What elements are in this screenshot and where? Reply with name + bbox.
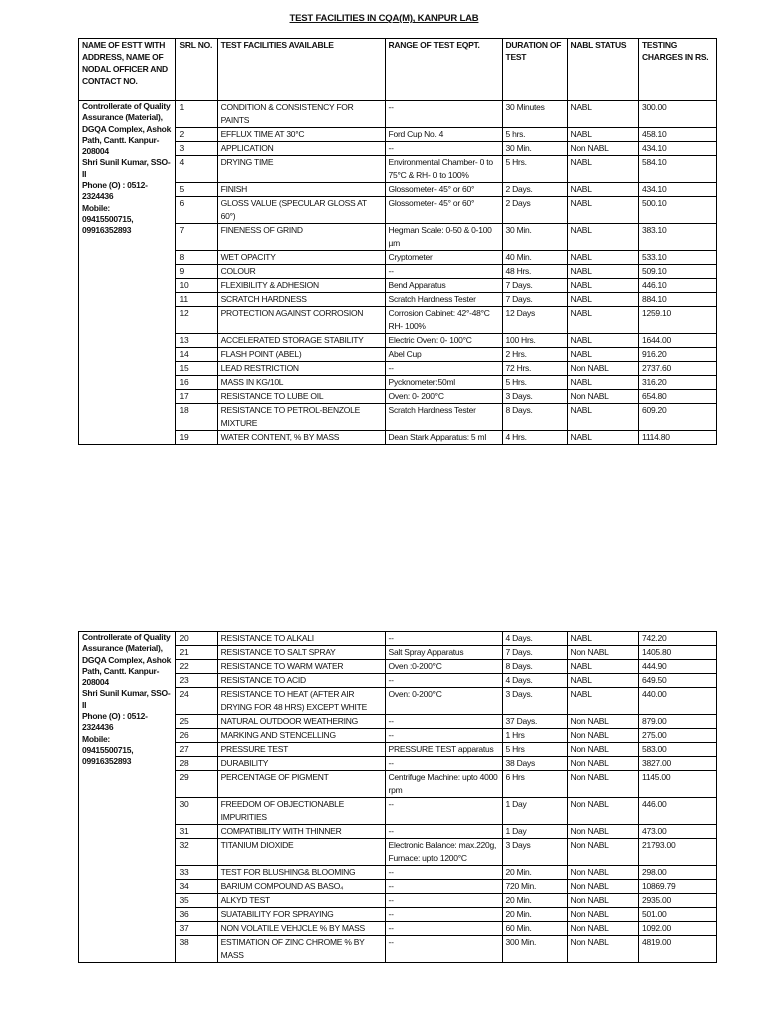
nabl-status-cell: NABL [567, 128, 638, 142]
charges-cell: 1114.80 [638, 431, 716, 445]
facility-cell: RESISTANCE TO ACID [217, 674, 385, 688]
header-duration: DURATION OF TEST [502, 39, 567, 101]
contact-phone: Phone (O) : 0512-2324436 [82, 180, 148, 202]
charges-cell: 446.00 [638, 798, 716, 825]
duration-cell: 1 Day [502, 825, 567, 839]
duration-cell: 7 Days. [502, 279, 567, 293]
nabl-status-cell: NABL [567, 224, 638, 251]
charges-cell: 440.00 [638, 688, 716, 715]
range-cell: -- [385, 825, 502, 839]
header-srl: SRL NO. [176, 39, 217, 101]
srl-cell: 10 [176, 279, 217, 293]
charges-cell: 3827.00 [638, 757, 716, 771]
charges-cell: 383.10 [638, 224, 716, 251]
duration-cell: 12 Days [502, 307, 567, 334]
charges-cell: 2935.00 [638, 894, 716, 908]
charges-cell: 316.20 [638, 376, 716, 390]
range-cell: -- [385, 715, 502, 729]
range-cell: Hegman Scale: 0-50 & 0-100 µm [385, 224, 502, 251]
facility-cell: FREEDOM OF OBJECTIONABLE IMPURITIES [217, 798, 385, 825]
establishment-name: Controllerate of Quality Assurance (Material), DGQA Complex, Ashok Path, Cantt. Kanpur-208004 [82, 101, 172, 157]
range-cell: Bend Apparatus [385, 279, 502, 293]
srl-cell: 25 [176, 715, 217, 729]
range-cell: -- [385, 362, 502, 376]
duration-cell: 8 Days. [502, 660, 567, 674]
srl-cell: 36 [176, 908, 217, 922]
charges-cell: 879.00 [638, 715, 716, 729]
nabl-status-cell: Non NABL [567, 142, 638, 156]
range-cell: Glossometer- 45° or 60° [385, 183, 502, 197]
test-facilities-table-1 [78, 38, 717, 445]
nabl-status-cell: Non NABL [567, 936, 638, 963]
contact-mobile-label: Mobile: [82, 202, 110, 213]
srl-cell: 33 [176, 866, 217, 880]
nabl-status-cell: NABL [567, 307, 638, 334]
duration-cell: 5 Hrs. [502, 376, 567, 390]
nabl-status-cell: NABL [567, 404, 638, 431]
charges-cell: 500.10 [638, 197, 716, 224]
facility-cell: DURABILITY [217, 757, 385, 771]
duration-cell: 30 Minutes [502, 101, 567, 128]
facility-cell: RESISTANCE TO LUBE OIL [217, 390, 385, 404]
nabl-status-cell: Non NABL [567, 390, 638, 404]
facility-cell: ESTIMATION OF ZINC CHROME % BY MASS [217, 936, 385, 963]
srl-cell: 6 [176, 197, 217, 224]
range-cell: Electric Oven: 0- 100°C [385, 334, 502, 348]
facility-cell: SCRATCH HARDNESS [217, 293, 385, 307]
srl-cell: 30 [176, 798, 217, 825]
range-cell: Scratch Hardness Tester [385, 293, 502, 307]
srl-cell: 29 [176, 771, 217, 798]
range-cell: Electronic Balance: max.220g, Furnace: upto 1200°C [385, 839, 502, 866]
establishment-name: Controllerate of Quality Assurance (Material), DGQA Complex, Ashok Path, Cantt. Kanpur-208004 [82, 632, 172, 688]
charges-cell: 298.00 [638, 866, 716, 880]
duration-cell: 40 Min. [502, 251, 567, 265]
nodal-officer: Shri Sunil Kumar, SSO-II [82, 688, 171, 710]
nabl-status-cell: Non NABL [567, 757, 638, 771]
facility-cell: SUATABILITY FOR SPRAYING [217, 908, 385, 922]
facility-cell: NON VOLATILE VEHJCLE % BY MASS [217, 922, 385, 936]
header-range: RANGE OF TEST EQPT. [385, 39, 502, 101]
srl-cell: 9 [176, 265, 217, 279]
srl-cell: 8 [176, 251, 217, 265]
duration-cell: 60 Min. [502, 922, 567, 936]
nabl-status-cell: Non NABL [567, 646, 638, 660]
charges-cell: 584.10 [638, 156, 716, 183]
duration-cell: 20 Min. [502, 866, 567, 880]
range-cell: -- [385, 866, 502, 880]
range-cell: Oven :0-200°C [385, 660, 502, 674]
charges-cell: 4819.00 [638, 936, 716, 963]
duration-cell: 6 Hrs [502, 771, 567, 798]
range-cell: Pycknometer:50ml [385, 376, 502, 390]
facility-cell: GLOSS VALUE (SPECULAR GLOSS AT 60°) [217, 197, 385, 224]
srl-cell: 38 [176, 936, 217, 963]
facility-cell: LEAD RESTRICTION [217, 362, 385, 376]
charges-cell: 10869.79 [638, 880, 716, 894]
duration-cell: 5 Hrs. [502, 156, 567, 183]
charges-cell: 434.10 [638, 142, 716, 156]
duration-cell: 4 Days. [502, 674, 567, 688]
facility-cell: RESISTANCE TO WARM WATER [217, 660, 385, 674]
charges-cell: 501.00 [638, 908, 716, 922]
range-cell: Dean Stark Apparatus: 5 ml [385, 431, 502, 445]
charges-cell: 509.10 [638, 265, 716, 279]
range-cell: Ford Cup No. 4 [385, 128, 502, 142]
charges-cell: 446.10 [638, 279, 716, 293]
facility-cell: PROTECTION AGAINST CORROSION [217, 307, 385, 334]
range-cell: Corrosion Cabinet: 42°-48°C RH- 100% [385, 307, 502, 334]
charges-cell: 533.10 [638, 251, 716, 265]
range-cell: -- [385, 757, 502, 771]
srl-cell: 5 [176, 183, 217, 197]
duration-cell: 20 Min. [502, 908, 567, 922]
srl-cell: 28 [176, 757, 217, 771]
nabl-status-cell: NABL [567, 197, 638, 224]
charges-cell: 583.00 [638, 743, 716, 757]
range-cell: Oven: 0-200°C [385, 688, 502, 715]
table-body-1 [79, 101, 717, 445]
range-cell: Glossometer- 45° or 60° [385, 197, 502, 224]
range-cell: Environmental Chamber- 0 to 75°C & RH- 0 to 100% [385, 156, 502, 183]
nabl-status-cell: NABL [567, 265, 638, 279]
facility-cell: MARKING AND STENCELLING [217, 729, 385, 743]
charges-cell: 444.90 [638, 660, 716, 674]
nabl-status-cell: NABL [567, 183, 638, 197]
range-cell: -- [385, 729, 502, 743]
nabl-status-cell: Non NABL [567, 866, 638, 880]
srl-cell: 13 [176, 334, 217, 348]
nabl-status-cell: Non NABL [567, 362, 638, 376]
range-cell: -- [385, 922, 502, 936]
facility-cell: MASS IN KG/10L [217, 376, 385, 390]
range-cell: PRESSURE TEST apparatus [385, 743, 502, 757]
charges-cell: 275.00 [638, 729, 716, 743]
duration-cell: 38 Days [502, 757, 567, 771]
range-cell: Centrifuge Machine: upto 4000 rpm [385, 771, 502, 798]
charges-cell: 1644.00 [638, 334, 716, 348]
header-nabl: NABL STATUS [567, 39, 638, 101]
charges-cell: 654.80 [638, 390, 716, 404]
facility-cell: FLASH POINT (ABEL) [217, 348, 385, 362]
nabl-status-cell: NABL [567, 660, 638, 674]
duration-cell: 3 Days [502, 839, 567, 866]
srl-cell: 7 [176, 224, 217, 251]
srl-cell: 15 [176, 362, 217, 376]
range-cell: Scratch Hardness Tester [385, 404, 502, 431]
range-cell: -- [385, 265, 502, 279]
srl-cell: 3 [176, 142, 217, 156]
srl-cell: 17 [176, 390, 217, 404]
srl-cell: 26 [176, 729, 217, 743]
nabl-status-cell: Non NABL [567, 743, 638, 757]
charges-cell: 884.10 [638, 293, 716, 307]
charges-cell: 916.20 [638, 348, 716, 362]
facility-cell: NATURAL OUTDOOR WEATHERING [217, 715, 385, 729]
nabl-status-cell: NABL [567, 376, 638, 390]
table-row [79, 101, 717, 128]
contact-mobile-label: Mobile: [82, 733, 110, 744]
facility-cell: PRESSURE TEST [217, 743, 385, 757]
nabl-status-cell: Non NABL [567, 729, 638, 743]
charges-cell: 21793.00 [638, 839, 716, 866]
facility-cell: WET OPACITY [217, 251, 385, 265]
range-cell: -- [385, 142, 502, 156]
nabl-status-cell: Non NABL [567, 908, 638, 922]
charges-cell: 1092.00 [638, 922, 716, 936]
charges-cell: 2737.60 [638, 362, 716, 376]
header-establishment: NAME OF ESTT WITH ADDRESS, NAME OF NODAL OFFICER AND CONTACT NO. [79, 39, 176, 101]
duration-cell: 300 Min. [502, 936, 567, 963]
range-cell: -- [385, 936, 502, 963]
table-header-row [79, 39, 717, 101]
nabl-status-cell: Non NABL [567, 798, 638, 825]
facility-cell: EFFLUX TIME AT 30°C [217, 128, 385, 142]
establishment-cell-2 [79, 632, 176, 963]
duration-cell: 1 Day [502, 798, 567, 825]
facility-cell: TEST FOR BLUSHING& BLOOMING [217, 866, 385, 880]
facility-cell: RESISTANCE TO SALT SPRAY [217, 646, 385, 660]
range-cell: -- [385, 880, 502, 894]
facility-cell: COMPATIBILITY WITH THINNER [217, 825, 385, 839]
srl-cell: 18 [176, 404, 217, 431]
facility-cell: COLOUR [217, 265, 385, 279]
range-cell: -- [385, 674, 502, 688]
range-cell: -- [385, 798, 502, 825]
srl-cell: 34 [176, 880, 217, 894]
charges-cell: 742.20 [638, 632, 716, 646]
charges-cell: 473.00 [638, 825, 716, 839]
duration-cell: 720 Min. [502, 880, 567, 894]
establishment-cell-1 [79, 101, 176, 445]
facility-cell: RESISTANCE TO PETROL-BENZOLE MIXTURE [217, 404, 385, 431]
duration-cell: 3 Days. [502, 390, 567, 404]
srl-cell: 21 [176, 646, 217, 660]
srl-cell: 16 [176, 376, 217, 390]
facility-cell: APPLICATION [217, 142, 385, 156]
duration-cell: 20 Min. [502, 894, 567, 908]
duration-cell: 2 Days [502, 197, 567, 224]
range-cell: Salt Spray Apparatus [385, 646, 502, 660]
nabl-status-cell: Non NABL [567, 880, 638, 894]
srl-cell: 4 [176, 156, 217, 183]
duration-cell: 30 Min. [502, 224, 567, 251]
nabl-status-cell: Non NABL [567, 922, 638, 936]
srl-cell: 14 [176, 348, 217, 362]
srl-cell: 27 [176, 743, 217, 757]
duration-cell: 4 Days. [502, 632, 567, 646]
duration-cell: 1 Hrs [502, 729, 567, 743]
nabl-status-cell: Non NABL [567, 839, 638, 866]
charges-cell: 649.50 [638, 674, 716, 688]
nabl-status-cell: NABL [567, 348, 638, 362]
nabl-status-cell: NABL [567, 431, 638, 445]
srl-cell: 19 [176, 431, 217, 445]
srl-cell: 32 [176, 839, 217, 866]
nabl-status-cell: NABL [567, 101, 638, 128]
contact-mobile: 09415500715, 09916352893 [82, 213, 134, 236]
table-body-2 [79, 632, 717, 963]
nabl-status-cell: NABL [567, 674, 638, 688]
range-cell: Oven: 0- 200°C [385, 390, 502, 404]
nabl-status-cell: NABL [567, 279, 638, 293]
duration-cell: 2 Days. [502, 183, 567, 197]
duration-cell: 7 Days. [502, 293, 567, 307]
nabl-status-cell: NABL [567, 293, 638, 307]
page-title: TEST FACILITIES IN CQA(M), KANPUR LAB [289, 13, 479, 24]
duration-cell: 30 Min. [502, 142, 567, 156]
header-charges: TESTING CHARGES IN RS. [638, 39, 716, 101]
nabl-status-cell: NABL [567, 688, 638, 715]
contact-mobile: 09415500715, 09916352893 [82, 744, 134, 767]
srl-cell: 31 [176, 825, 217, 839]
nodal-officer: Shri Sunil Kumar, SSO-II [82, 157, 171, 179]
facility-cell: FINENESS OF GRIND [217, 224, 385, 251]
facility-cell: TITANIUM DIOXIDE [217, 839, 385, 866]
facility-cell: FINISH [217, 183, 385, 197]
duration-cell: 4 Hrs. [502, 431, 567, 445]
facility-cell: RESISTANCE TO ALKALI [217, 632, 385, 646]
range-cell: -- [385, 908, 502, 922]
charges-cell: 1145.00 [638, 771, 716, 798]
nabl-status-cell: NABL [567, 156, 638, 183]
facility-cell: CONDITION & CONSISTENCY FOR PAINTS [217, 101, 385, 128]
srl-cell: 12 [176, 307, 217, 334]
nabl-status-cell: Non NABL [567, 894, 638, 908]
srl-cell: 20 [176, 632, 217, 646]
range-cell: -- [385, 101, 502, 128]
charges-cell: 458.10 [638, 128, 716, 142]
contact-phone: Phone (O) : 0512-2324436 [82, 711, 148, 733]
nabl-status-cell: Non NABL [567, 715, 638, 729]
srl-cell: 11 [176, 293, 217, 307]
range-cell: -- [385, 632, 502, 646]
table-row [79, 632, 717, 646]
srl-cell: 1 [176, 101, 217, 128]
facility-cell: ALKYD TEST [217, 894, 385, 908]
facility-cell: ACCELERATED STORAGE STABILITY [217, 334, 385, 348]
charges-cell: 609.20 [638, 404, 716, 431]
facility-cell: RESISTANCE TO HEAT (AFTER AIR DRYING FOR 48 HRS) EXCEPT WHITE [217, 688, 385, 715]
duration-cell: 8 Days. [502, 404, 567, 431]
duration-cell: 37 Days. [502, 715, 567, 729]
charges-cell: 434.10 [638, 183, 716, 197]
charges-cell: 300.00 [638, 101, 716, 128]
srl-cell: 24 [176, 688, 217, 715]
duration-cell: 48 Hrs. [502, 265, 567, 279]
duration-cell: 3 Days. [502, 688, 567, 715]
srl-cell: 22 [176, 660, 217, 674]
nabl-status-cell: NABL [567, 334, 638, 348]
range-cell: Abel Cup [385, 348, 502, 362]
range-cell: -- [385, 894, 502, 908]
nabl-status-cell: NABL [567, 632, 638, 646]
range-cell: Cryptometer [385, 251, 502, 265]
duration-cell: 100 Hrs. [502, 334, 567, 348]
duration-cell: 5 Hrs [502, 743, 567, 757]
duration-cell: 2 Hrs. [502, 348, 567, 362]
duration-cell: 5 hrs. [502, 128, 567, 142]
facility-cell: FLEXIBILITY & ADHESION [217, 279, 385, 293]
srl-cell: 23 [176, 674, 217, 688]
facility-cell: BARIUM COMPOUND AS BASO₄ [217, 880, 385, 894]
charges-cell: 1259.10 [638, 307, 716, 334]
nabl-status-cell: Non NABL [567, 825, 638, 839]
srl-cell: 35 [176, 894, 217, 908]
duration-cell: 7 Days. [502, 646, 567, 660]
facility-cell: PERCENTAGE OF PIGMENT [217, 771, 385, 798]
srl-cell: 37 [176, 922, 217, 936]
nabl-status-cell: NABL [567, 251, 638, 265]
test-facilities-table-2 [78, 631, 717, 963]
charges-cell: 1405.80 [638, 646, 716, 660]
srl-cell: 2 [176, 128, 217, 142]
header-facilities: TEST FACILITIES AVAILABLE [217, 39, 385, 101]
facility-cell: DRYING TIME [217, 156, 385, 183]
duration-cell: 72 Hrs. [502, 362, 567, 376]
nabl-status-cell: Non NABL [567, 771, 638, 798]
facility-cell: WATER CONTENT, % BY MASS [217, 431, 385, 445]
